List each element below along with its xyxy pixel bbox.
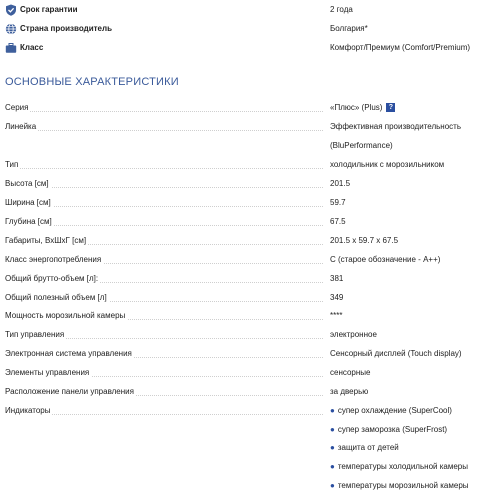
country-row [0,23,483,37]
spec-key: Класс энергопотребления [5,255,323,264]
spec-key: Высота [см] [5,179,323,188]
help-icon[interactable]: ? [386,103,395,112]
spec-value: C (старое обозначение - A++) [330,255,441,264]
spec-key: Общий брутто-объем [л]: [5,274,323,283]
bullet-icon: ● [330,406,335,415]
shield-check-icon [5,4,17,16]
spec-value: 201.5 x 59.7 x 67.5 [330,236,399,245]
spec-key: Ширина [см] [5,198,323,207]
bullet-icon: ● [330,481,335,490]
bullet-icon: ● [330,462,335,471]
warranty-value: 2 года [330,5,353,14]
spec-value: 59.7 [330,198,346,207]
list-item: ● температуры морозильной камеры [330,481,469,490]
list-item: ● супер охлаждение (SuperCool) [330,406,452,415]
spec-key: Общий полезный объем [л] [5,293,323,302]
list-item: ● температуры холодильной камеры [330,462,468,471]
spec-value: 201.5 [330,179,351,188]
spec-key: Серия [5,103,323,112]
country-value: Болгария* [330,24,368,33]
spec-value: сенсорные [330,368,371,377]
spec-key: Тип [5,160,323,169]
country-label: Страна производитель [20,24,112,33]
spec-value: 349 [330,293,344,302]
spec-value: холодильник с морозильником [330,160,445,169]
class-label: Класс [20,43,44,52]
briefcase-icon [5,42,17,54]
spec-key: Линейка [5,122,323,131]
spec-key: Электронная система управления [5,349,323,358]
spec-value: за дверью [330,387,369,396]
spec-key: Глубина [см] [5,217,323,226]
spec-value: 67.5 [330,217,346,226]
class-row [0,42,483,56]
bullet-icon: ● [330,425,335,434]
spec-key: Расположение панели управления [5,387,323,396]
warranty-label: Срок гарантии [20,5,78,14]
list-item: ● защита от детей [330,443,399,452]
bullet-icon: ● [330,443,335,452]
spec-key: Габариты, ВхШхГ [см] [5,236,323,245]
warranty-row [0,4,483,18]
spec-value: «Плюс» (Plus) ? [330,103,395,112]
spec-value: **** [330,311,343,320]
section-title: ОСНОВНЫЕ ХАРАКТЕРИСТИКИ [5,76,179,88]
globe-icon [5,23,17,35]
spec-key: Индикаторы [5,406,323,415]
spec-key: Тип управления [5,330,323,339]
spec-key: Мощность морозильной камеры [5,311,323,320]
spec-value: Эффективная производительность (BluPerformance) [330,122,461,150]
class-value: Комфорт/Премиум (Comfort/Premium) [330,43,471,52]
spec-key: Элементы управления [5,368,323,377]
spec-value: Сенсорный дисплей (Touch display) [330,349,462,358]
list-item: ● супер заморозка (SuperFrost) [330,425,448,434]
spec-value: 381 [330,274,344,283]
spec-value: электронное [330,330,377,339]
